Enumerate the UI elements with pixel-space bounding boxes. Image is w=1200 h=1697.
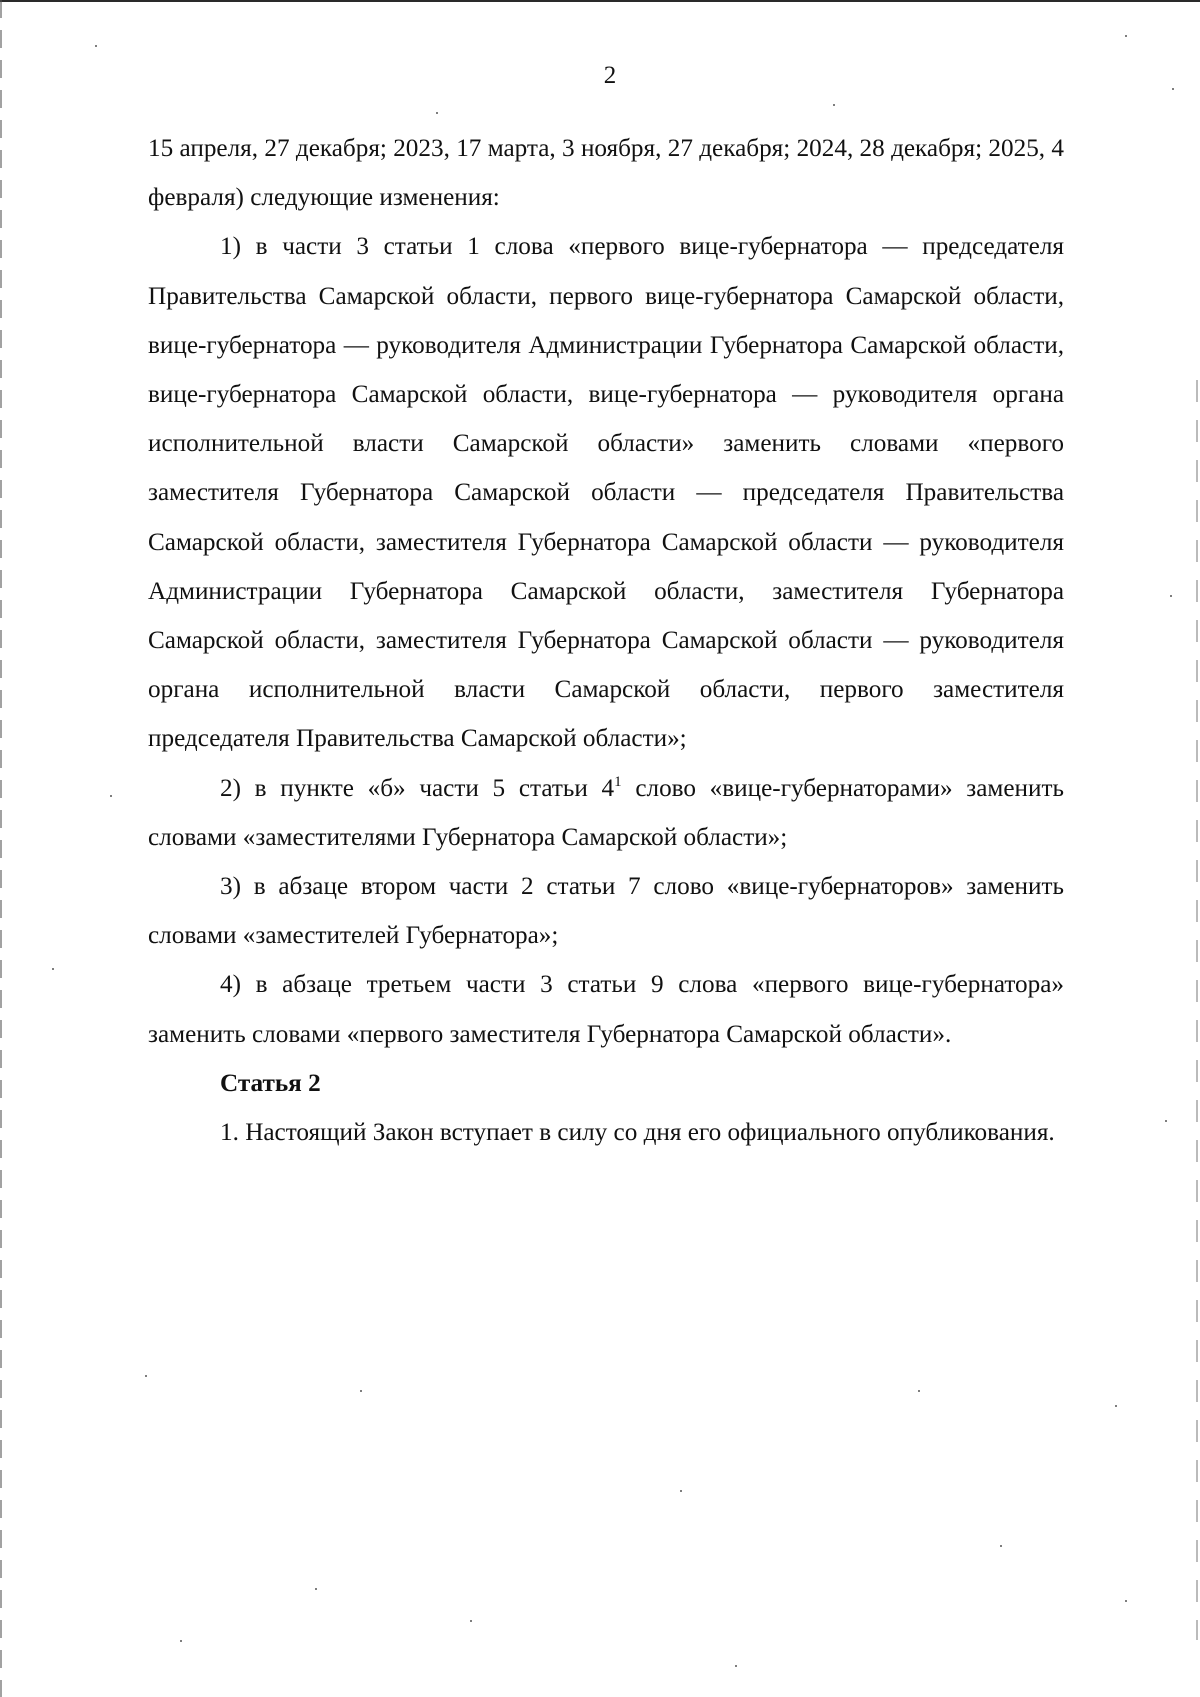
- scan-border-top: [0, 0, 1200, 2]
- scan-speck: [833, 104, 835, 106]
- scan-speck: [1000, 1545, 1002, 1547]
- scan-speck: [145, 1375, 147, 1377]
- scan-speck: [52, 968, 54, 970]
- scan-speck: [1172, 88, 1174, 90]
- amendment-item-2: [148, 764, 1064, 862]
- scan-speck: [360, 1390, 362, 1392]
- scan-speck: [315, 1588, 317, 1590]
- amendment-item-2-rest: слово «вице-губернаторами» заменить словами «заместителями Губернатора Самарской области»;: [148, 774, 1065, 851]
- continuation-paragraph: 15 апреля, 27 декабря; 2023, 17 марта, 3 ноября, 27 декабря; 2024, 28 декабря; 2025, 4 февраля) следующие изменения:: [148, 135, 1064, 212]
- article-heading: Статья 2: [220, 1069, 321, 1097]
- scan-speck: [110, 795, 112, 797]
- scan-speck: [735, 1665, 737, 1667]
- scan-speck: [436, 112, 438, 114]
- scan-speck: [180, 1640, 182, 1642]
- scan-speck: [95, 45, 97, 47]
- scan-border-left: [0, 0, 2, 1697]
- scan-speck: [680, 1490, 682, 1492]
- scan-border-right: [1196, 380, 1198, 1640]
- scan-speck: [1170, 595, 1172, 597]
- scan-speck: [470, 1620, 472, 1622]
- amendment-item-2-text: 2) в пункте «б» части 5 статьи 4: [220, 774, 615, 802]
- document-body: [148, 124, 1064, 1157]
- scan-speck: [1125, 1600, 1127, 1602]
- scan-speck: [918, 1390, 920, 1392]
- article-paragraph: 1. Настоящий Закон вступает в силу со дня его официального опубликования.: [220, 1119, 1055, 1147]
- scan-speck: [1165, 1120, 1167, 1122]
- amendment-item-1: 1) в части 3 статьи 1 слова «первого вице-губернатора — председателя Правительства Самарской области, первого вице-губернатора Самарской области, вице-губернатора — руководителя Администрации Губернатора Самарской области, вице-губернатора Самарской области, вице-губернатора — руководителя органа исполнительной власти Самарской области» заменить словами «первого заместителя Губернатора Самарской области — председателя Правительства Самарской области, заместителя Губернатора Самарской области — руководителя Администрации Губернатора Самарской области, заместителя Губернатора Самарской области, заместителя Губернатора Самарской области — руководителя органа исполнительной власти Самарской области, первого заместителя председателя Правительства Самарской области»;: [148, 233, 1064, 753]
- amendment-item-3: 3) в абзаце втором части 2 статьи 7 слово «вице-губернаторов» заменить словами «заместителей Губернатора»;: [148, 873, 1064, 950]
- page-number: 2: [603, 62, 617, 89]
- article-superscript: 1: [614, 773, 622, 790]
- amendment-item-4: 4) в абзаце третьем части 3 статьи 9 слова «первого вице-губернатора» заменить словами «первого заместителя Губернатора Самарской области».: [148, 971, 1064, 1048]
- scan-speck: [1125, 35, 1127, 37]
- scan-speck: [1115, 1405, 1117, 1407]
